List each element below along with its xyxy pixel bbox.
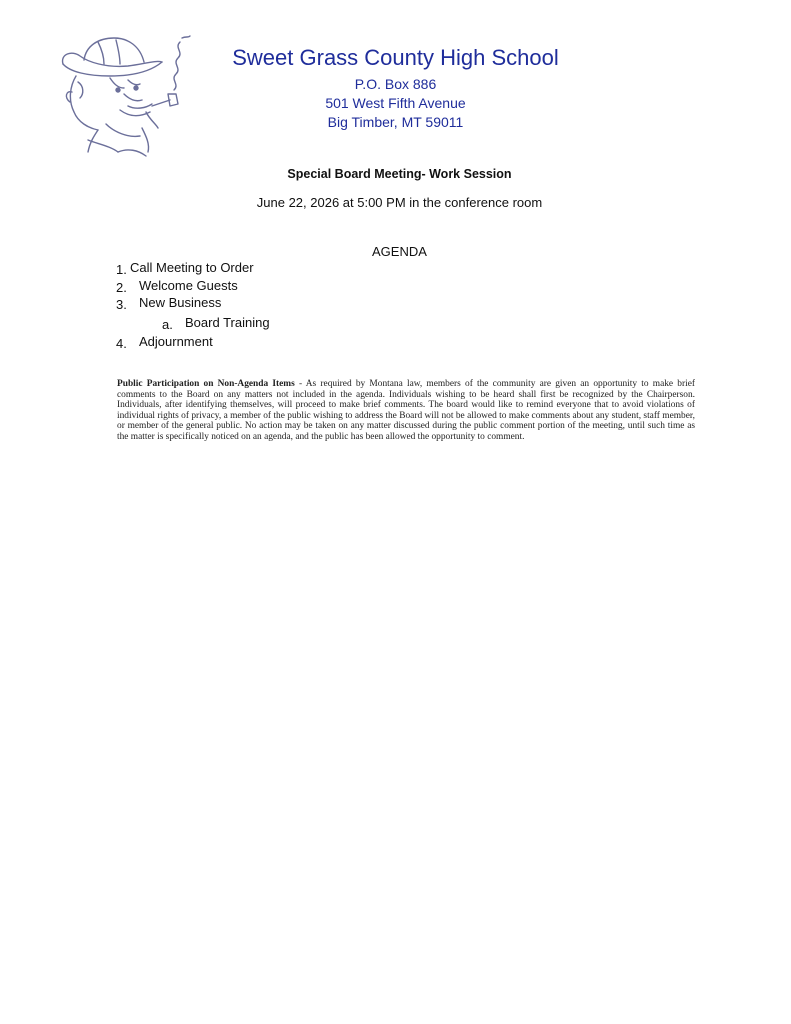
agenda-item-number: 2. <box>116 280 127 295</box>
agenda-subitem-label: Board Training <box>185 315 270 330</box>
public-participation-notice <box>117 379 695 443</box>
agenda-item-label: New Business <box>139 295 222 310</box>
address-po-box: P.O. Box 886 <box>354 76 437 92</box>
agenda-item-number: 4. <box>116 336 127 351</box>
public-participation-heading: Public Participation on Non-Agenda Items <box>117 379 295 389</box>
agenda-item-label: Call Meeting to Order <box>130 260 254 275</box>
address-street: 501 West Fifth Avenue <box>325 95 466 111</box>
agenda-heading: AGENDA <box>372 244 427 259</box>
public-participation-body: - As required by Montana law, members of the community are given an opportunity to make brief comments to the Board on any matters not included in the agenda. Individuals wishing to be heard shall first be recognized by the Chairperson. Individuals, after identifying themselves, will proceed to make brief comments. The board would like to remind everyone that to avoid violations of individual rights of privacy, a member of the public wishing to address the Board will not be allowed to make comments about any student, staff member, or member of the general public. No action may be taken on any matter discussed during the public comment portion of the meeting, until such time as the matter is specifically noticed on an agenda, and the public has been allowed the opportunity to comment. <box>117 379 695 442</box>
agenda-item-number: 1. <box>116 262 127 277</box>
agenda-item-number: 3. <box>116 297 127 312</box>
agenda-item-label: Adjournment <box>139 334 213 349</box>
meeting-title: Special Board Meeting- Work Session <box>287 167 512 181</box>
school-name: Sweet Grass County High School <box>232 45 559 70</box>
meeting-date-location: June 22, 2026 at 5:00 PM in the conference room <box>256 195 543 210</box>
agenda-item-label: Welcome Guests <box>139 278 238 293</box>
address-city: Big Timber, MT 59011 <box>327 114 464 130</box>
agenda-subitem-letter: a. <box>162 317 173 332</box>
